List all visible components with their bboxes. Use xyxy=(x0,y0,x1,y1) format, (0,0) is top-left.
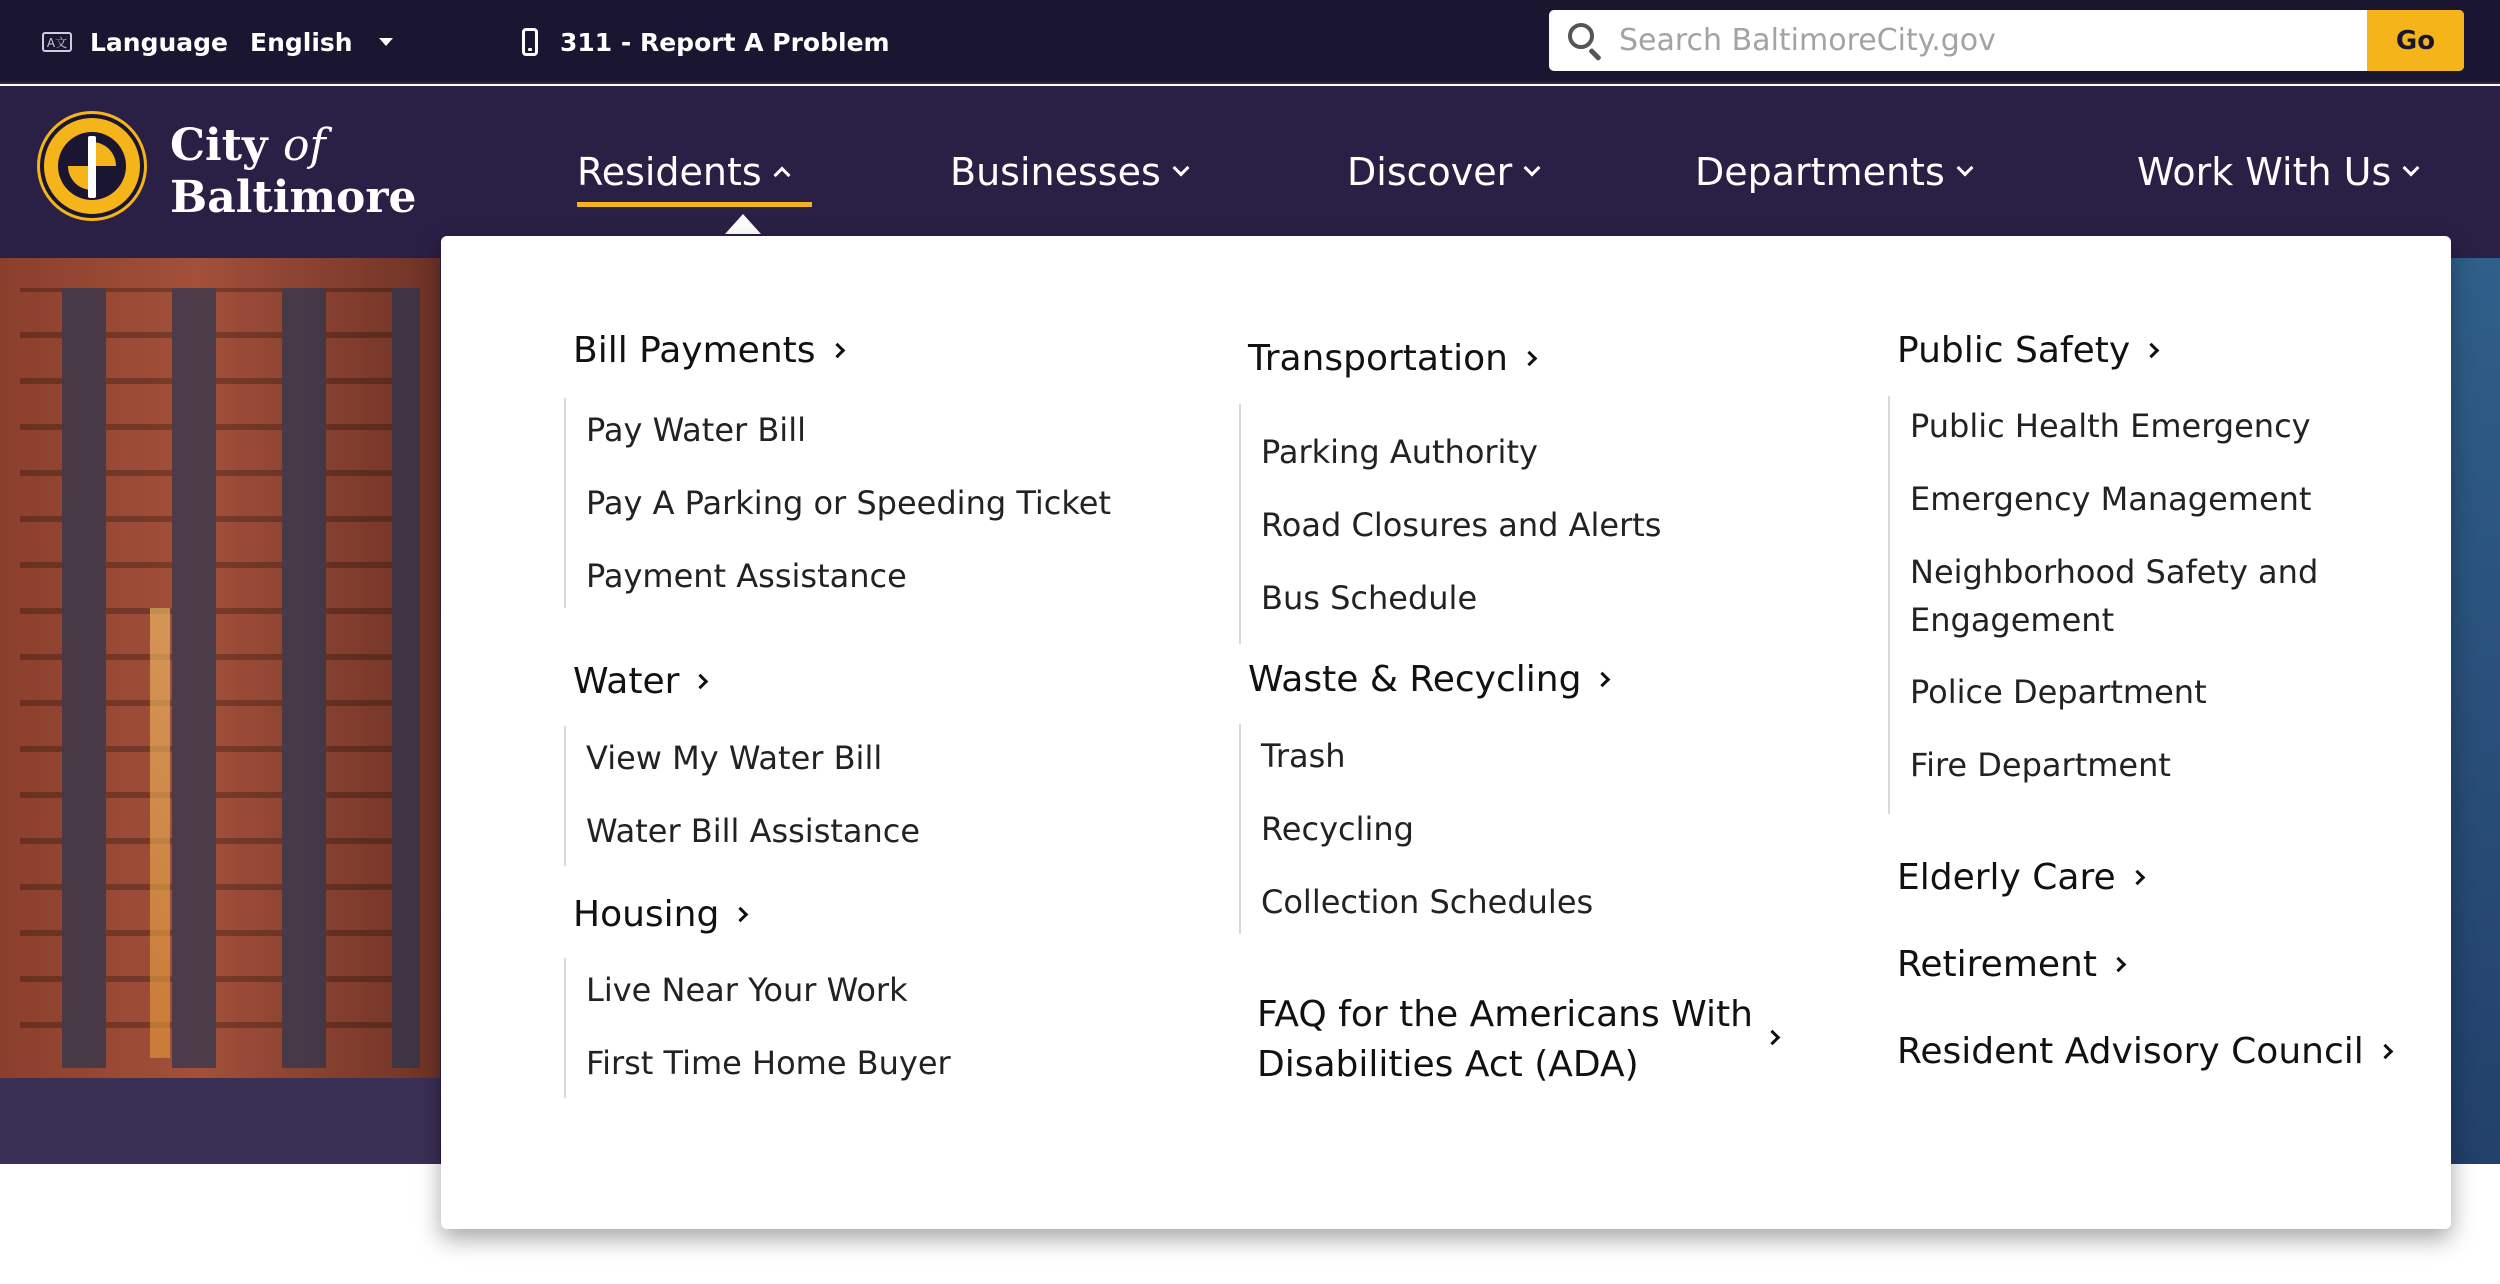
city-seal-logo[interactable] xyxy=(40,114,144,218)
chevron-down-icon xyxy=(2403,160,2420,177)
search-icon xyxy=(1549,10,1619,71)
search-input[interactable] xyxy=(1619,10,2367,71)
chevron-right-icon xyxy=(1522,351,1538,367)
chevron-right-icon xyxy=(693,674,709,690)
public-safety-links xyxy=(1888,396,2319,814)
chevron-right-icon xyxy=(1595,672,1611,688)
chevron-right-icon xyxy=(2144,343,2160,359)
link-live-near-work[interactable]: Live Near Your Work xyxy=(586,971,908,1009)
link-road-closures[interactable]: Road Closures and Alerts xyxy=(1261,506,1662,544)
housing-links xyxy=(564,958,951,1098)
chevron-right-icon xyxy=(2129,870,2145,886)
link-pay-parking-ticket[interactable]: Pay A Parking or Speeding Ticket xyxy=(586,484,1111,522)
link-parking-authority[interactable]: Parking Authority xyxy=(1261,433,1538,471)
link-fire-department[interactable]: Fire Department xyxy=(1910,746,2171,784)
language-value: English xyxy=(250,27,353,57)
main-nav xyxy=(0,86,2500,258)
link-water-bill-assistance[interactable]: Water Bill Assistance xyxy=(586,812,921,850)
report-problem-label: 311 - Report A Problem xyxy=(560,27,890,57)
link-emergency-management[interactable]: Emergency Management xyxy=(1910,480,2312,518)
menu-bill-payments[interactable] xyxy=(573,330,843,371)
menu-transportation[interactable] xyxy=(1248,338,1535,379)
waste-links xyxy=(1239,724,1594,934)
transportation-links xyxy=(1239,404,1662,644)
nav-discover-label: Discover xyxy=(1347,150,1513,194)
link-collection-schedules[interactable]: Collection Schedules xyxy=(1261,883,1594,921)
menu-water[interactable] xyxy=(573,661,706,702)
link-pay-water-bill[interactable]: Pay Water Bill xyxy=(586,411,806,449)
menu-housing-label: Housing xyxy=(573,894,720,935)
link-public-health-emergency[interactable]: Public Health Emergency xyxy=(1910,407,2311,445)
nav-departments-label: Departments xyxy=(1695,150,1945,194)
link-first-time-buyer[interactable]: First Time Home Buyer xyxy=(586,1044,951,1082)
nav-businesses-label: Businesses xyxy=(950,150,1161,194)
brand-city: City xyxy=(170,120,268,171)
menu-faq-ada[interactable]: FAQ for the Americans With Disabilities Act (ADA) xyxy=(1257,994,1753,1085)
menu-transportation-label: Transportation xyxy=(1248,338,1508,379)
residents-dropdown-panel xyxy=(441,236,2451,1229)
chevron-right-icon xyxy=(2377,1044,2393,1060)
bill-payments-links xyxy=(564,398,1111,608)
menu-retirement[interactable] xyxy=(1897,944,2124,985)
menu-resident-advisory-council[interactable] xyxy=(1897,1031,2391,1072)
menu-resident-advisory-council-label: Resident Advisory Council xyxy=(1897,1031,2364,1072)
utility-bar xyxy=(0,0,2500,84)
dropdown-pointer xyxy=(725,214,761,234)
chevron-right-icon xyxy=(2111,957,2127,973)
translate-icon: A文 xyxy=(42,32,72,52)
phone-icon xyxy=(522,28,538,56)
nav-residents-label: Residents xyxy=(577,150,762,194)
brand-baltimore: Baltimore xyxy=(170,172,417,223)
chevron-right-icon xyxy=(829,343,845,359)
nav-discover[interactable] xyxy=(1347,86,1538,258)
water-links xyxy=(564,726,921,866)
nav-active-underline xyxy=(577,202,812,207)
chevron-down-icon xyxy=(1172,160,1189,177)
link-trash[interactable]: Trash xyxy=(1261,737,1346,775)
menu-waste-recycling-label: Waste & Recycling xyxy=(1248,659,1582,700)
menu-housing[interactable] xyxy=(573,894,746,935)
menu-water-label: Water xyxy=(573,661,680,702)
link-police-department[interactable]: Police Department xyxy=(1910,673,2207,711)
menu-retirement-label: Retirement xyxy=(1897,944,2097,985)
chevron-right-icon xyxy=(733,907,749,923)
link-view-water-bill[interactable]: View My Water Bill xyxy=(586,739,883,777)
chevron-down-icon xyxy=(1524,160,1541,177)
go-button[interactable]: Go xyxy=(2367,10,2464,71)
nav-departments[interactable] xyxy=(1695,86,1971,258)
hero-building-windows xyxy=(20,288,420,1068)
brand-of: of xyxy=(282,120,326,171)
nav-work-with-us-label: Work With Us xyxy=(2137,150,2392,194)
link-bus-schedule[interactable]: Bus Schedule xyxy=(1261,579,1478,617)
site-brand[interactable] xyxy=(170,120,417,224)
nav-work-with-us[interactable] xyxy=(2137,86,2417,258)
link-payment-assistance[interactable]: Payment Assistance xyxy=(586,557,907,595)
report-problem-link[interactable] xyxy=(522,0,890,84)
menu-public-safety-label: Public Safety xyxy=(1897,330,2131,371)
hero-street xyxy=(0,1078,440,1164)
menu-waste-recycling[interactable] xyxy=(1248,659,1608,700)
link-recycling[interactable]: Recycling xyxy=(1261,810,1414,848)
nav-businesses[interactable] xyxy=(950,86,1187,258)
caret-down-icon xyxy=(379,38,393,46)
hero-building-lights xyxy=(150,608,170,1058)
chevron-up-icon xyxy=(773,167,790,184)
menu-elderly-care[interactable] xyxy=(1897,857,2143,898)
chevron-down-icon xyxy=(1956,160,1973,177)
language-selector[interactable] xyxy=(42,0,393,84)
search-box xyxy=(1549,10,2464,71)
link-neighborhood-safety[interactable]: Neighborhood Safety and Engagement xyxy=(1910,553,2319,639)
menu-public-safety[interactable] xyxy=(1897,330,2157,371)
language-label: Language xyxy=(90,27,229,57)
menu-elderly-care-label: Elderly Care xyxy=(1897,857,2116,898)
menu-bill-payments-label: Bill Payments xyxy=(573,330,816,371)
